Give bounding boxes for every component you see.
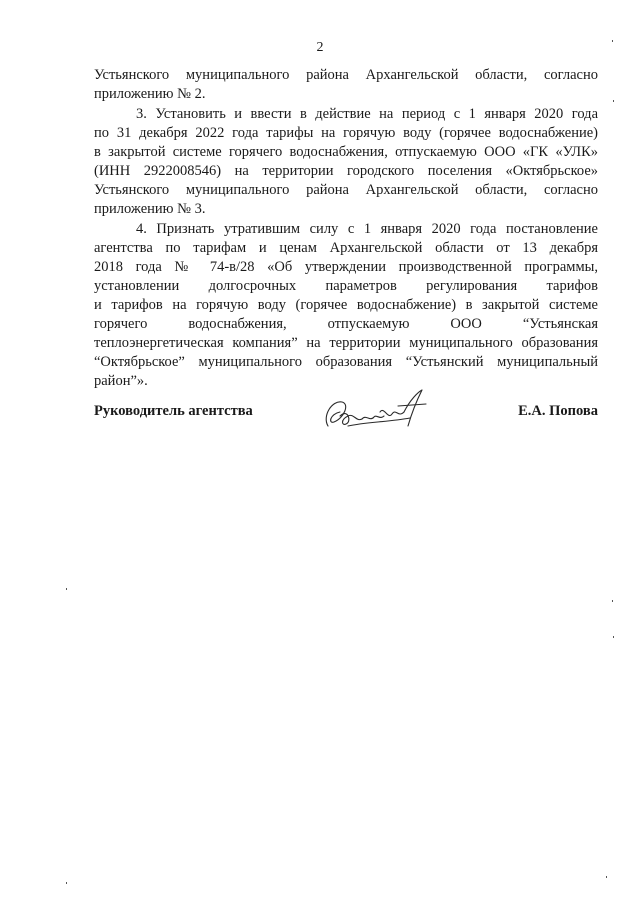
- signatory-name: Е.А. Попова: [518, 403, 598, 419]
- handwritten-signature: [318, 386, 430, 436]
- text-line: приложению № 3.: [94, 201, 206, 217]
- scan-speck: [612, 600, 613, 602]
- scan-speck: [66, 588, 67, 590]
- text-line: (ИНН 2922008546) на территории городского поселения «Октябрьское»: [94, 163, 598, 179]
- scan-speck: [66, 882, 67, 884]
- paragraph-4-start: 4. Признать утратившим силу с 1 января 2020 года постановление: [136, 221, 598, 237]
- text-line: приложению № 2.: [94, 86, 206, 102]
- text-line: в закрытой системе горячего водоснабжения, отпускаемую ООО «ГК «УЛК»: [94, 144, 598, 160]
- scan-speck: [613, 636, 614, 638]
- text-line: установлении долгосрочных параметров регулирования тарифов: [94, 278, 598, 294]
- text-line: теплоэнергетическая компания” на территории муниципального образования: [94, 335, 598, 351]
- scan-speck: [606, 876, 607, 878]
- text-line: Устьянского муниципального района Архангельской области, согласно: [94, 182, 598, 198]
- text-line: 2018 года № 74-в/28 «Об утверждении производственной программы,: [94, 259, 598, 275]
- scan-speck: [612, 40, 613, 42]
- text-line: горячего водоснабжения, отпускаемую ООО “Устьянская: [94, 316, 598, 332]
- text-line: район”».: [94, 373, 148, 389]
- text-line: “Октябрьское” муниципального образования “Устьянский муниципальный: [94, 354, 598, 370]
- paragraph-3-start: 3. Установить и ввести в действие на период с 1 января 2020 года: [136, 106, 598, 122]
- page-number: 2: [316, 40, 324, 55]
- text-line: по 31 декабря 2022 года тарифы на горячую воду (горячее водоснабжение): [94, 125, 598, 141]
- signatory-title: Руководитель агентства: [94, 403, 253, 419]
- text-line: агентства по тарифам и ценам Архангельской области от 13 декабря: [94, 240, 598, 256]
- text-line: и тарифов на горячую воду (горячее водоснабжение) в закрытой системе: [94, 297, 598, 313]
- text-line: Устьянского муниципального района Архангельской области, согласно: [94, 67, 598, 83]
- scan-speck: [613, 100, 614, 102]
